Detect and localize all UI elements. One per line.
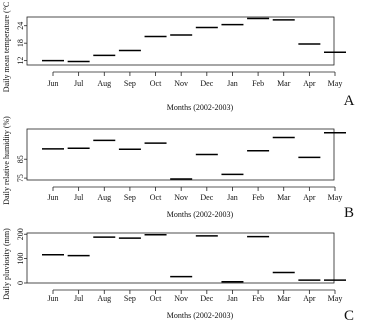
x-tick-label: Aug <box>97 79 112 88</box>
x-tick-label: Nov <box>174 193 189 202</box>
y-tick-label: 75 <box>16 174 25 183</box>
x-axis-label: Months (2002-2003) <box>166 311 234 320</box>
y-tick-label: 24 <box>16 21 25 30</box>
x-tick-label: Oct <box>149 193 162 202</box>
x-axis-label: Months (2002-2003) <box>166 103 234 112</box>
x-tick-label: Dec <box>200 193 214 202</box>
x-tick-label: Feb <box>252 79 265 88</box>
y-tick-label: 85 <box>16 155 25 164</box>
plot-frame <box>27 17 334 65</box>
y-tick-label: 0 <box>16 281 25 285</box>
x-tick-label: Nov <box>174 294 189 303</box>
x-tick-label: Sep <box>123 193 136 202</box>
x-tick-label: Dec <box>200 294 214 303</box>
x-tick-label: Feb <box>252 294 265 303</box>
x-tick-label: Jun <box>47 193 59 202</box>
panel-letter: A <box>343 93 355 109</box>
x-tick-label: Aug <box>97 193 112 202</box>
x-tick-label: Apr <box>303 193 316 202</box>
x-tick-label: Mar <box>277 79 291 88</box>
panel-letter: B <box>343 205 355 221</box>
x-tick-label: Apr <box>303 294 316 303</box>
x-tick-label: Aug <box>97 294 112 303</box>
x-tick-label: Mar <box>277 294 291 303</box>
plot-frame <box>27 233 334 283</box>
panel-c <box>2 228 354 323</box>
x-tick-label: Apr <box>303 79 316 88</box>
x-tick-label: Jul <box>73 79 84 88</box>
x-tick-label: Mar <box>277 193 291 202</box>
x-tick-label: May <box>327 193 343 202</box>
panel-letter: C <box>343 308 355 323</box>
plot-frame <box>27 129 334 180</box>
y-axis-label: Daily pluviosity (mm) <box>1 228 11 300</box>
x-tick-label: Oct <box>149 294 162 303</box>
y-tick-label: 12 <box>16 56 25 65</box>
x-tick-label: Feb <box>252 193 265 202</box>
x-tick-label: Jun <box>47 79 59 88</box>
x-tick-label: May <box>327 79 343 88</box>
panel-a <box>2 2 355 112</box>
y-tick-label: 200 <box>16 228 25 241</box>
x-tick-label: Jul <box>73 294 84 303</box>
x-tick-label: Sep <box>123 79 136 88</box>
x-tick-label: Oct <box>149 79 162 88</box>
panel-b <box>2 116 354 221</box>
x-tick-label: Jan <box>227 79 238 88</box>
x-tick-label: Jan <box>227 294 238 303</box>
x-tick-label: Dec <box>200 79 214 88</box>
x-tick-label: Jun <box>47 294 59 303</box>
x-tick-label: Jan <box>227 193 238 202</box>
x-tick-label: Jul <box>73 193 84 202</box>
x-tick-label: Sep <box>123 294 136 303</box>
y-tick-label: 100 <box>16 252 25 265</box>
y-tick-label: 18 <box>16 39 25 48</box>
x-tick-label: Nov <box>174 79 189 88</box>
x-tick-label: May <box>327 294 343 303</box>
x-axis-label: Months (2002-2003) <box>166 210 234 219</box>
y-axis-label: Daily mean temperature (°C <box>1 1 11 93</box>
y-axis-label: Daily relative humidity (%) <box>1 116 11 205</box>
